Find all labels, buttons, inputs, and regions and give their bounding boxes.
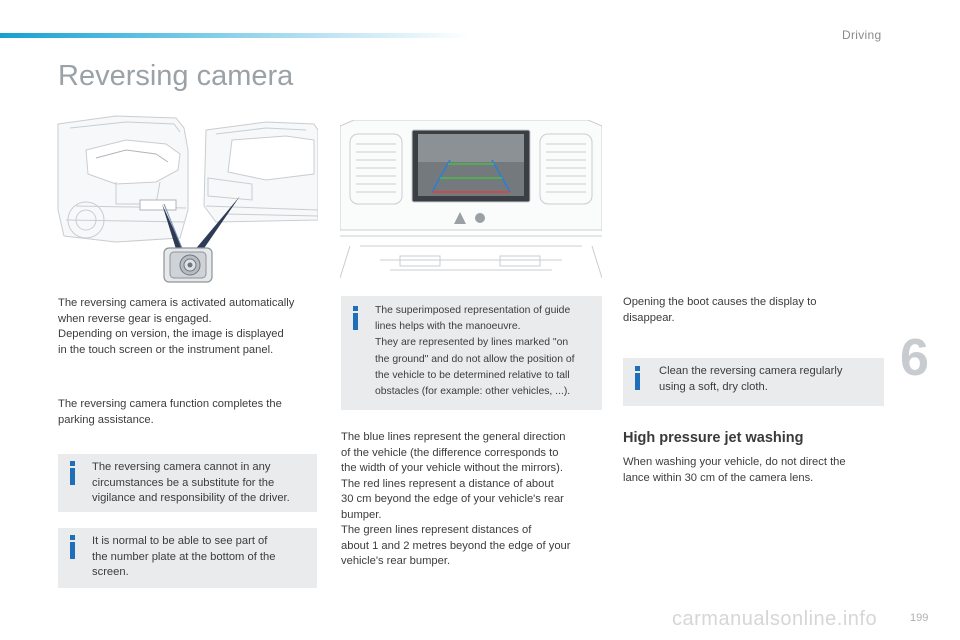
note-clean-camera: Clean the reversing camera regularly using a soft, dry cloth. xyxy=(623,358,884,406)
watermark: carmanualsonline.info xyxy=(672,608,878,630)
car-rear-illustration xyxy=(56,110,318,285)
note-substitute: The reversing camera cannot in any circumstances be a substitute for the vigilance and responsibility of the driver. xyxy=(58,454,317,512)
boot-text: Opening the boot causes the display to disappear. xyxy=(623,296,817,324)
function-text: The reversing camera function completes the parking assistance. xyxy=(58,398,282,426)
note-guide-lines: The superimposed representation of guide lines helps with the manoeuvre. They are represented by lines marked "on the ground" and do not allow the position of the vehicle to be determined relative to tall obstacles (for example: other vehicles, ...). xyxy=(341,296,602,410)
info-icon xyxy=(635,366,640,390)
page-number: 199 xyxy=(910,612,929,624)
info-icon xyxy=(353,306,358,330)
intro-text: The reversing camera is activated automatically when reverse gear is engaged. Depending on version, the image is displayed in the touch screen or the instrument panel. xyxy=(58,297,295,356)
info-icon xyxy=(70,461,75,485)
washing-text: When washing your vehicle, do not direct the lance within 30 cm of the camera lens. xyxy=(623,456,846,484)
section-label: Driving xyxy=(842,28,882,42)
info-icon xyxy=(70,535,75,559)
note-number-plate: It is normal to be able to see part of the number plate at the bottom of the screen. xyxy=(58,528,317,588)
dashboard-display-illustration xyxy=(340,120,602,278)
hazard-icon xyxy=(475,213,485,223)
subheading-jet-washing: High pressure jet washing xyxy=(623,430,804,446)
header-accent-bar xyxy=(0,33,470,38)
page-title: Reversing camera xyxy=(58,60,294,92)
guide-lines-text: The blue lines represent the general direction of the vehicle (the difference corresponds to the width of your vehicle without the mirrors). The red lines represent a distance of about 30 cm beyond the edge of your vehicle's rear bumper. The green lines represent distances of about 1 and 2 metres beyond the edge of your vehicle's rear bumper. xyxy=(341,431,571,567)
chapter-number: 6 xyxy=(900,329,929,387)
